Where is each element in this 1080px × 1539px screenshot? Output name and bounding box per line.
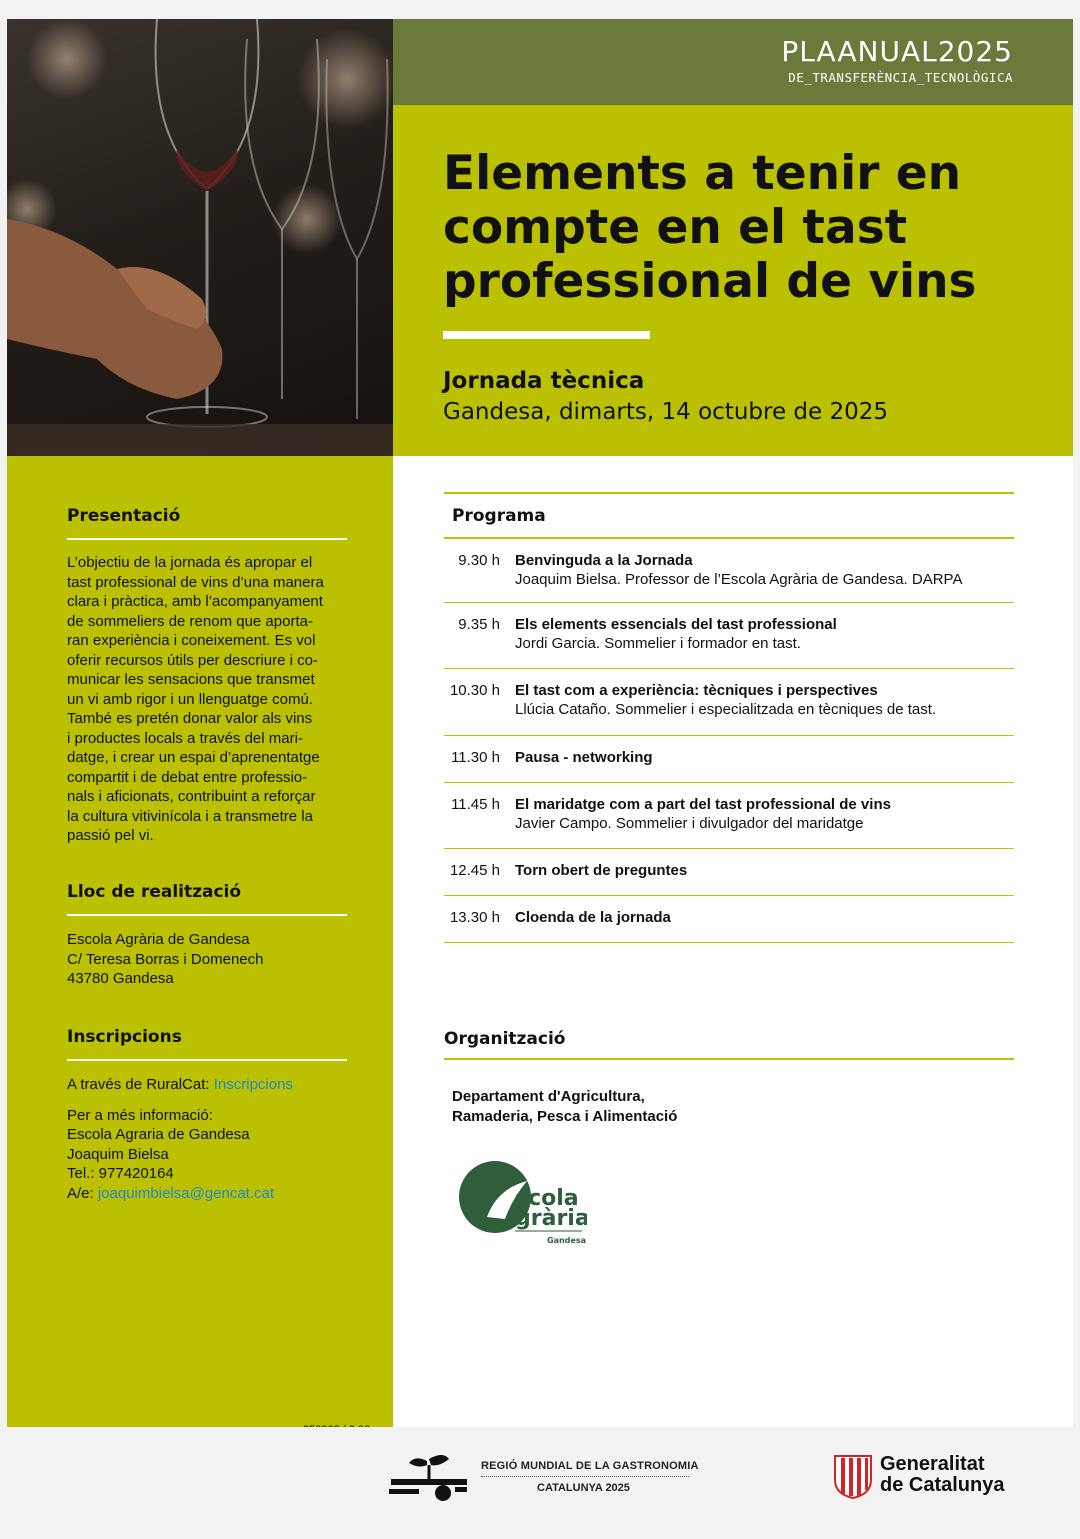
email-label: A/e: [67, 1184, 98, 1202]
presentacio-line: També es pretén donar valor als vins [67, 710, 313, 727]
programa-speaker: Llúcia Cataño. Sommelier i especialitzada en tècniques de tast. [515, 701, 937, 718]
programa-item [444, 602, 1014, 668]
presentacio-line: nals i aficionats, contribuint a reforçar [67, 788, 316, 805]
programa-item [444, 735, 1014, 782]
gastronomia-title: REGIÓ MUNDIAL DE LA GASTRONOMIA [481, 1460, 699, 1472]
presentacio-line: municar les sensacions que transmet [67, 671, 315, 688]
lloc-heading: Lloc de realització [67, 882, 242, 902]
programa-item [444, 782, 1014, 848]
plan-anual-title: PLAANUAL2025 [781, 35, 1013, 68]
organitzacio-heading: Organització [444, 1029, 566, 1049]
presentacio-line: i productes locals a través del mari- [67, 729, 303, 747]
programa-session-title: Els elements essencials del tast professional [515, 616, 837, 633]
flyer-page [7, 19, 1073, 1527]
programa-session-title: Torn obert de preguntes [515, 862, 688, 879]
programa-session-title: Cloenda de la jornada [515, 909, 671, 926]
escola-logo-text3: Gandesa [547, 1236, 586, 1245]
programa-session-title: Pausa - networking [515, 749, 653, 766]
generalitat-line: de Catalunya [880, 1474, 1005, 1496]
inscripcions-heading: Inscripcions [67, 1027, 182, 1047]
programa-heading: Programa [452, 506, 546, 526]
presentacio-line: clara i pràctica, amb l’acompanyament [67, 593, 323, 610]
programa-time: 9.30 h [458, 552, 500, 569]
programa-session-title: El tast com a experiència: tècniques i perspectives [515, 682, 878, 699]
programa-time: 11.30 h [451, 749, 500, 766]
escola-logo-text1: scola [515, 1186, 579, 1211]
spacer [67, 1095, 357, 1106]
inscripcions-via-label: A través de RuralCat: [67, 1076, 214, 1093]
lloc-line: C/ Teresa Borras i Domenech [67, 950, 264, 968]
info-line: Tel.: 977420164 [67, 1165, 174, 1182]
inscripcions-divider [67, 1059, 347, 1061]
generalitat-line: Generalitat [880, 1453, 985, 1475]
programa-item [444, 895, 1014, 942]
info-line: Joaquim Bielsa [67, 1145, 169, 1163]
presentacio-text [67, 553, 357, 846]
info-line: Per a més informació: [67, 1106, 213, 1124]
programa-end-divider [444, 942, 1014, 943]
info-sidebar [7, 456, 393, 1427]
event-title-block [393, 105, 1073, 456]
page-footer [7, 1427, 1073, 1527]
lloc-line: 43780 Gandesa [67, 970, 174, 987]
programa-session-title: El maridatge com a part del tast professional de vins [515, 796, 891, 813]
event-title: Elements a tenir en compte en el tast professional de vins [443, 146, 977, 309]
presentacio-heading: Presentació [67, 506, 181, 526]
presentacio-line: tast professional de vins d’una manera [67, 573, 324, 591]
presentacio-line: oferir recursos útils per descriure i co- [67, 651, 318, 669]
plan-anual-header [393, 19, 1073, 105]
programa-time: 12.45 h [449, 862, 500, 879]
programa-time: 13.30 h [449, 909, 500, 926]
organitzacio-department [452, 1087, 677, 1127]
programa-speaker: Jordi Garcia. Sommelier i formador en tast. [515, 635, 801, 652]
title-divider [443, 331, 650, 339]
event-type: Jornada tècnica [443, 368, 645, 394]
presentacio-line: ran experiència i coneixement. Es vol [67, 632, 316, 649]
programa-time: 9.35 h [458, 616, 500, 633]
presentacio-line: de sommeliers de renom que aporta- [67, 612, 313, 630]
email-line [67, 1184, 357, 1204]
escola-logo-text2: grària [515, 1206, 587, 1231]
inscripcions-via [67, 1075, 357, 1095]
programa-item [444, 668, 1014, 735]
wine-glasses-photo [7, 19, 393, 456]
programa-speaker: Joaquim Bielsa. Professor de l’Escola Agrària de Gandesa. DARPA [515, 571, 963, 588]
info-line: Escola Agraria de Gandesa [67, 1126, 250, 1143]
escola-agraria-logo [457, 1159, 587, 1256]
programa-time: 10.30 h [449, 682, 500, 699]
department-line: Ramaderia, Pesca i Alimentació [452, 1108, 678, 1125]
department-line: Departament d'Agricultura, [452, 1088, 645, 1105]
presentacio-line: un vi amb rigor i un llenguatge comú. [67, 690, 313, 708]
programa-time: 11.45 h [451, 796, 500, 813]
generalitat-wordmark [880, 1454, 1004, 1496]
gastronomia-subtitle: CATALUNYA 2025 [537, 1482, 630, 1494]
plan-anual-subtitle: DE_TRANSFERÈNCIA_TECNOLÒGICA [788, 70, 1013, 85]
programa-session-title: Benvinguda a la Jornada [515, 552, 693, 569]
organitzacio-divider [444, 1058, 1014, 1060]
presentacio-line: la cultura vitivinícola i a transmetre la [67, 807, 313, 825]
gastronomia-divider [481, 1476, 689, 1477]
event-date-place: Gandesa, dimarts, 14 octubre de 2025 [443, 399, 889, 425]
programa-item [444, 537, 1014, 602]
lloc-address [67, 930, 357, 989]
presentacio-line: passió pel vi. [67, 827, 154, 844]
programa-list [444, 537, 1014, 942]
presentacio-line: compartit i de debat entre professio- [67, 768, 308, 786]
lloc-divider [67, 914, 347, 916]
presentacio-line: datge, i crear un espai d’aprenentatge [67, 749, 320, 766]
presentacio-divider [67, 538, 347, 540]
inscripcions-text [67, 1075, 357, 1203]
programa-item [444, 848, 1014, 895]
generalitat-shield-icon [833, 1454, 873, 1505]
gastronomia-logo-icon [387, 1451, 471, 1510]
programa-top-divider [444, 492, 1014, 494]
inscripcions-link[interactable]: Inscripcions [213, 1076, 293, 1093]
programa-speaker: Javier Campo. Sommelier i divulgador del maridatge [515, 815, 864, 832]
email-link[interactable]: joaquimbielsa@gencat.cat [97, 1184, 275, 1202]
presentacio-line: L’objectiu de la jornada és apropar el [67, 554, 313, 571]
lloc-line: Escola Agrària de Gandesa [67, 931, 250, 948]
